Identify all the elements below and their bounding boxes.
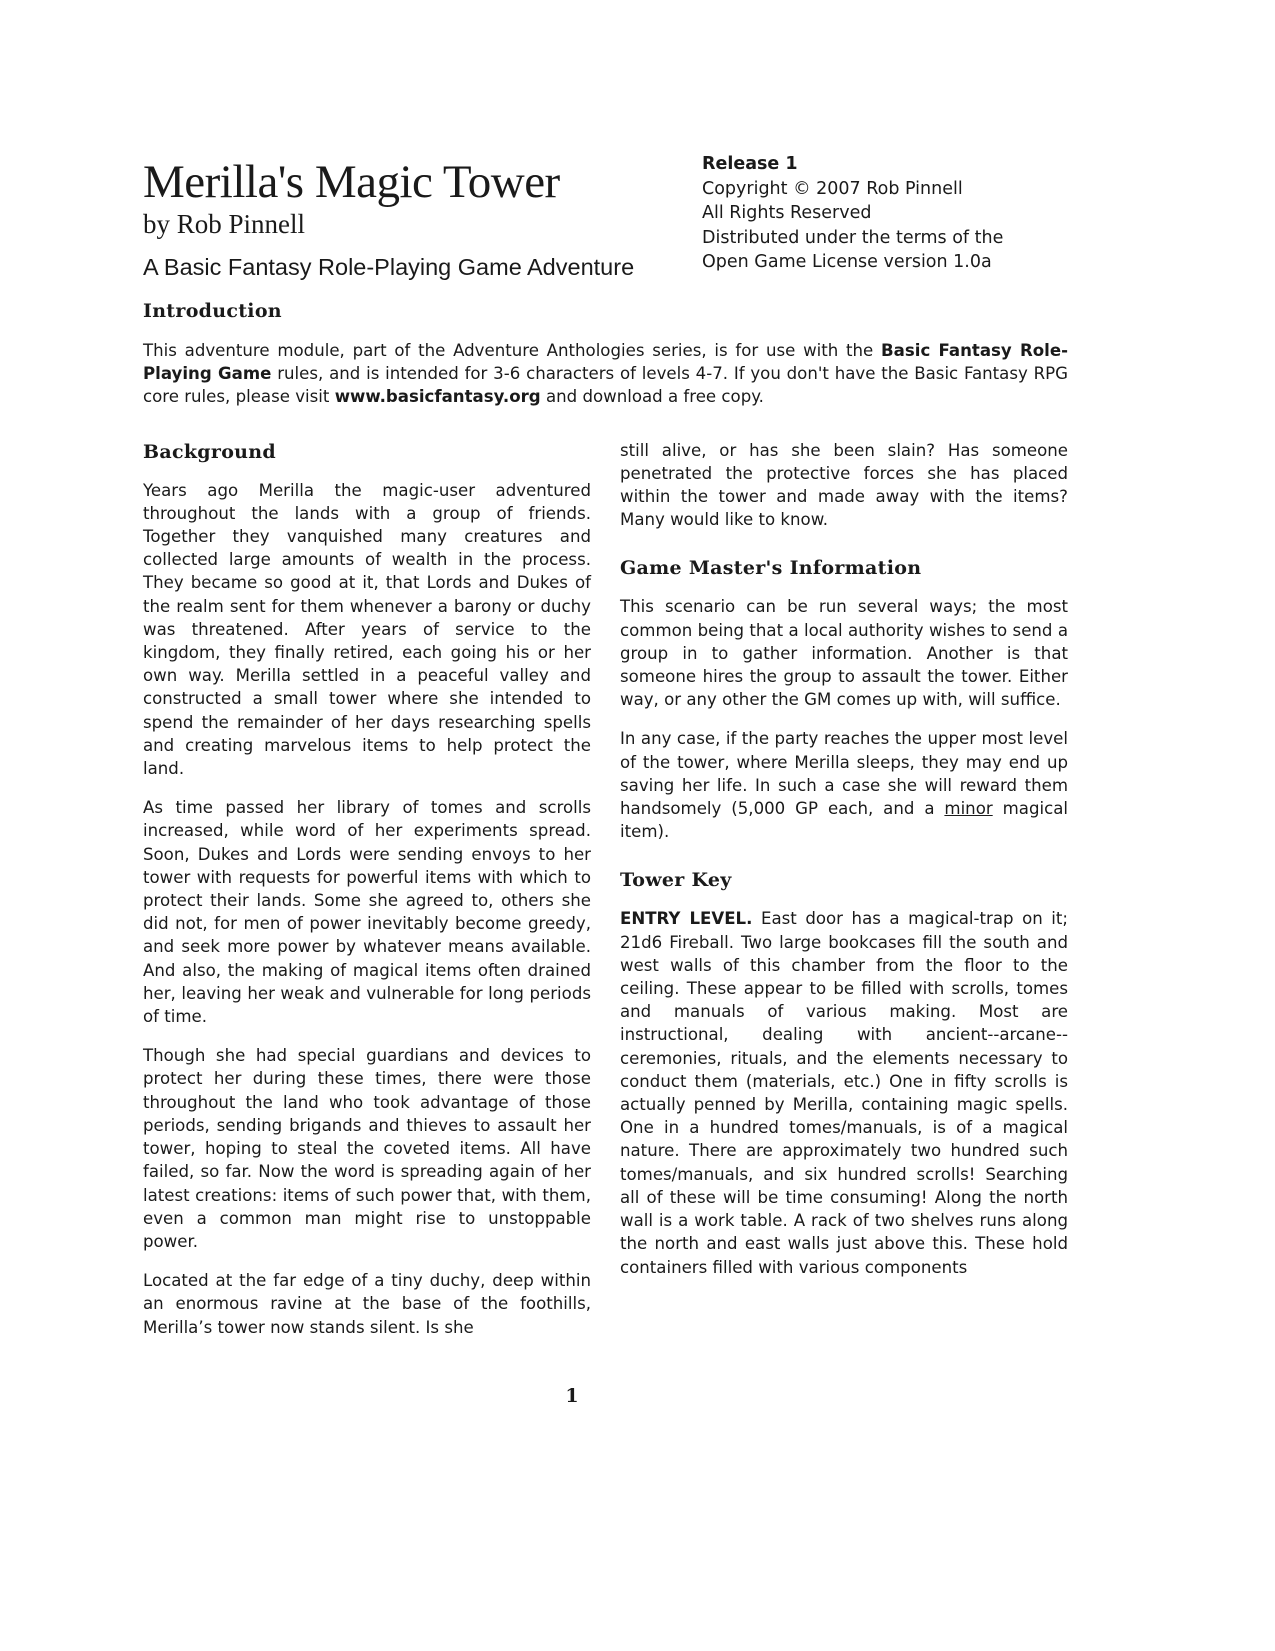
license-line: Open Game License version 1.0a xyxy=(702,252,992,272)
copyright-line: Copyright © 2007 Rob Pinnell xyxy=(702,178,963,199)
two-column-body xyxy=(143,439,1068,1355)
introduction-paragraph xyxy=(143,339,1068,409)
license-line: Distributed under the terms of the xyxy=(702,227,1004,248)
text: East door has a magical-trap on it; 21d6 Fireball. Two large bookcases fill the south and west walls of this chamber from the floor to the ceiling. These appear to be filled with scrolls, tomes and manuals of various making. Most are instructional, dealing with ancient--arcane--ceremonies, rituals, and the elements necessary to conduct them (materials, etc.) One in fifty scrolls is actually penned by Merilla, containing magic spells. One in a hundred tomes/manuals, is of a magical nature. There are approximately two hundred such tomes/manuals, and six hundred scrolls! Searching all of these will be time consuming! Along the north wall is a work table. A rack of two shelves runs along the north and east walls just above this. These hold containers filled with various components xyxy=(620,909,1068,1277)
game-name: Basic Fantasy Role-Playing Game xyxy=(143,341,1068,384)
text: In any case, if the party reaches the upper most level of the tower, where Merilla sleeps, they may end up saving her life. In such a case she will reward them handsomely (5,000 GP each, and a xyxy=(620,729,1068,819)
gm-info-paragraph xyxy=(620,727,1068,843)
gm-info-heading: Game Master's Information xyxy=(620,557,922,580)
background-paragraph: As time passed her library of tomes and scrolls increased, while word of her experiments spread. Soon, Dukes and Lords were sending envoys to her tower with requests for powerful items with which to protect their lands. Some she agreed to, others she did not, for men of power inevitably become greedy, and seek more power by whatever means available. And also, the making of magical items often drained her, leaving her weak and vulnerable for long periods of time. xyxy=(143,798,591,1027)
document-subtitle: A Basic Fantasy Role-Playing Game Adventure xyxy=(143,254,635,280)
text: This adventure module, part of the Adventure Anthologies series, is for use with the xyxy=(143,341,882,360)
document-body xyxy=(143,298,1068,1407)
author-byline: by Rob Pinnell xyxy=(143,209,306,239)
right-column xyxy=(620,439,1068,1355)
background-paragraph: Years ago Merilla the magic-user adventured throughout the lands with a group of friends. Together they vanquished many creatures and collected large amounts of wealth in the process. They became so good at it, that Lords and Dukes of the realm sent for them whenever a barony or duchy was threatened. After years of service to the kingdom, they finally retired, each going his or her own way. Merilla settled in a peaceful valley and constructed a small tower where she intended to spend the remainder of her days researching spells and creating marvelous items to help protect the land. xyxy=(143,480,591,779)
document-title: Merilla's Magic Tower xyxy=(143,156,560,208)
entry-level-paragraph xyxy=(620,907,1068,1278)
background-paragraph-continued: still alive, or has she been slain? Has someone penetrated the protective forces she has placed within the tower and made away with the items? Many would like to know. xyxy=(620,440,1068,530)
release-info xyxy=(702,152,1003,275)
background-paragraph: Located at the far edge of a tiny duchy, deep within an enormous ravine at the base of the foothills, Merilla’s tower now stands silent. Is she xyxy=(143,1271,591,1337)
rights-line: All Rights Reserved xyxy=(702,203,872,223)
gm-info-paragraph: This scenario can be run several ways; the most common being that a local authority wishes to send a group in to gather information. Another is that someone hires the group to assault the tower. Either way, or any other the GM comes up with, will suffice. xyxy=(620,597,1068,710)
release-label: Release 1 xyxy=(702,154,798,174)
text: magical item). xyxy=(620,799,1068,842)
introduction-heading: Introduction xyxy=(143,300,282,322)
website-link[interactable]: www.basicfantasy.org xyxy=(334,387,541,407)
text: rules, and is intended for 3-6 characters of levels 4-7. If you don't have the Basic Fantasy RPG core rules, please visit xyxy=(143,364,1069,407)
tower-key-heading: Tower Key xyxy=(620,869,732,892)
text: and download a free copy. xyxy=(540,387,764,407)
background-heading: Background xyxy=(143,440,276,463)
background-paragraph: Though she had special guardians and devices to protect her during these times, there were those throughout the land who took advantage of those periods, sending brigands and thieves to assault her tower, hoping to steal the coveted items. All have failed, so far. Now the word is spreading again of her latest creations: items of such power that, with them, even a common man might rise to unstoppable power. xyxy=(143,1046,591,1251)
entry-level-label: ENTRY LEVEL. xyxy=(620,909,753,929)
left-column xyxy=(143,439,591,1355)
underlined-text: minor xyxy=(944,799,993,819)
page-number: 1 xyxy=(565,1384,579,1407)
